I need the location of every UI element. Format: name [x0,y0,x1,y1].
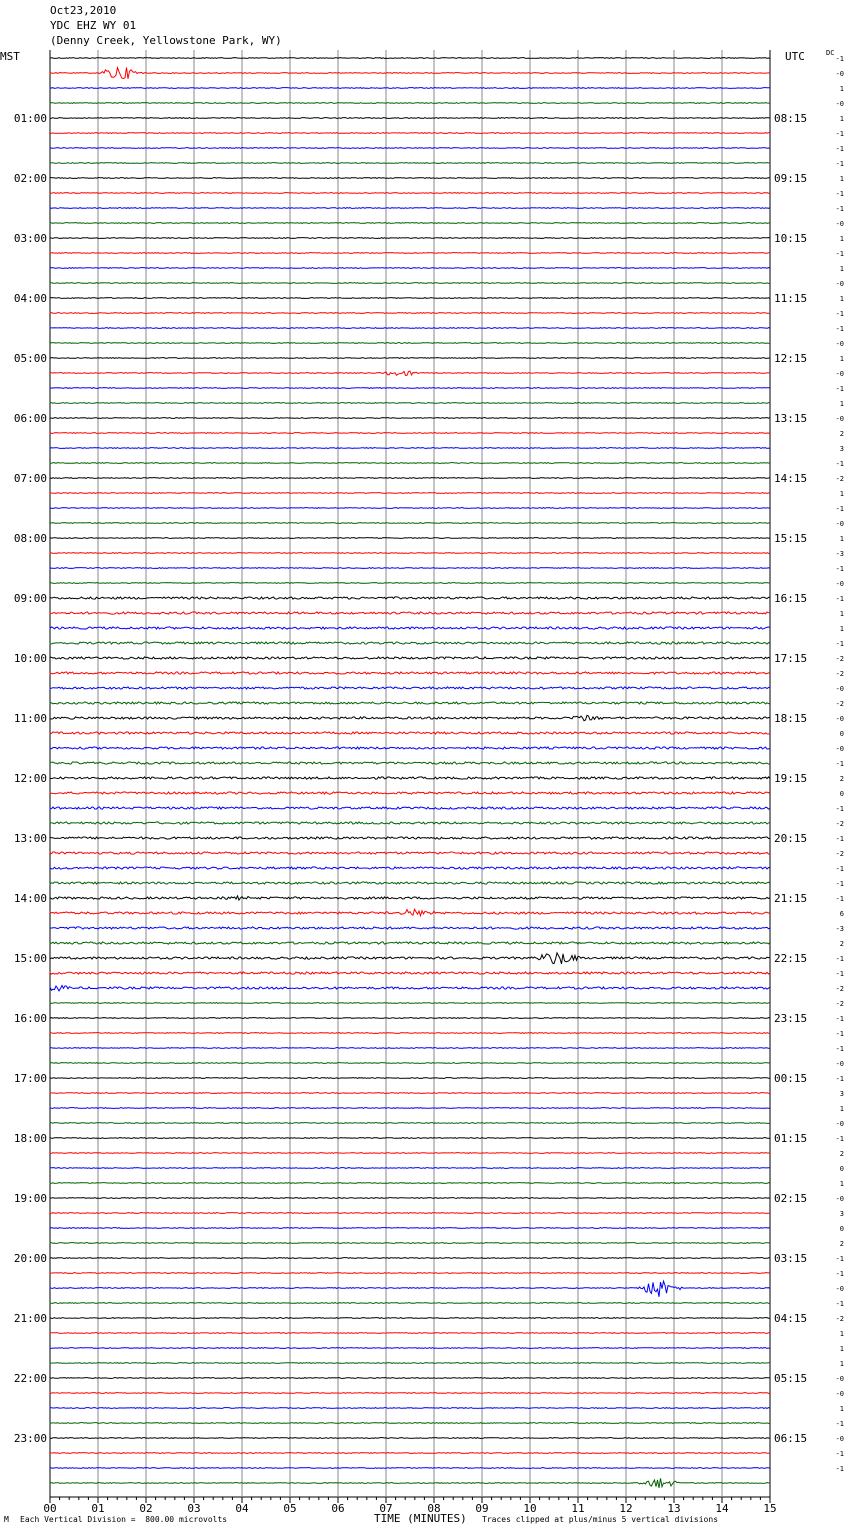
hour-label-left: 09:00 [13,592,47,605]
dc-offset-value: -0 [835,280,844,288]
dc-offset-value: -0 [835,100,844,108]
seismic-trace [50,1318,770,1319]
dc-offset-value: 0 [839,1225,844,1233]
left-timezone-label: MST [0,50,20,63]
seismic-trace [50,657,770,659]
hour-label-right: 15:15 [774,532,808,545]
hour-label-left: 01:00 [13,112,47,125]
hour-label-right: 06:15 [774,1432,808,1445]
dc-offset-value: -1 [835,955,844,963]
seismic-trace [50,298,770,299]
seismic-trace [50,777,770,779]
dc-offset-value: 1 [839,1330,844,1338]
seismic-trace [50,1453,770,1454]
seismic-trace [50,208,770,209]
dc-offset-value: 3 [839,1210,844,1218]
vertical-division-note: Each Vertical Division = 800.00 microvolts [20,1515,228,1524]
dc-offset-value: 2 [839,1150,844,1158]
hour-label-right: 00:15 [774,1072,808,1085]
seismic-trace [50,148,770,149]
clipping-note: Traces clipped at plus/minus 5 vertical divisions [482,1515,719,1524]
x-tick-label: 10 [523,1502,537,1515]
dc-offset-value: 1 [839,625,844,633]
dc-offset-value: -0 [835,1120,844,1128]
dc-offset-value: 1 [839,1360,844,1368]
hour-label-right: 16:15 [774,592,808,605]
dc-offset-value: -1 [835,1270,844,1278]
hour-label-left: 15:00 [13,952,47,965]
seismic-trace [50,178,770,179]
seismic-trace [50,1408,770,1409]
hour-label-left: 17:00 [13,1072,47,1085]
seismic-trace [50,953,770,964]
dc-offset-value: 1 [839,295,844,303]
x-tick-label: 08 [427,1502,441,1515]
dc-offset-value: -0 [835,520,844,528]
dc-offset-value: -1 [835,460,844,468]
plot-date: Oct23,2010 [50,4,117,17]
dc-offset-value: -1 [835,1015,844,1023]
seismic-trace [50,1281,770,1297]
trace-group [50,58,770,1488]
dc-offset-value: -1 [835,865,844,873]
hour-label-right: 02:15 [774,1192,808,1205]
hour-label-left: 13:00 [13,832,47,845]
hour-label-right: 05:15 [774,1372,808,1385]
x-tick-label: 06 [331,1502,345,1515]
dc-offset-value: -0 [835,1195,844,1203]
dc-offset-value: -0 [835,220,844,228]
seismic-trace [50,1378,770,1379]
seismic-trace [50,433,770,434]
dc-offset-value: -1 [835,565,844,573]
x-tick-label: 15 [763,1502,777,1515]
seismic-trace [50,747,770,749]
seismic-trace [50,1478,770,1488]
dc-offset-value: -0 [835,1390,844,1398]
seismic-trace [50,583,770,584]
dc-offset-value: -1 [835,325,844,333]
dc-offset-value: 1 [839,235,844,243]
hour-label-right: 18:15 [774,712,808,725]
seismic-trace [50,448,770,449]
dc-offset-value: -1 [835,385,844,393]
seismic-trace [50,1168,770,1169]
dc-offset-value: 2 [839,940,844,948]
seismic-trace [50,1108,770,1109]
dc-offset-value: 3 [839,1090,844,1098]
dc-offset-value: -0 [835,580,844,588]
dc-offset-value: 2 [839,1240,844,1248]
x-tick-label: 11 [571,1502,585,1515]
seismic-trace [50,193,770,194]
seismic-trace [50,118,770,119]
dc-offset-value: -0 [835,1375,844,1383]
seismic-trace [50,313,770,314]
seismic-trace [50,597,770,599]
dc-offset-value: -1 [835,1135,844,1143]
seismic-trace [50,568,770,569]
dc-offset-value: -0 [835,1435,844,1443]
dc-offset-value: -1 [835,1255,844,1263]
seismic-trace [50,1258,770,1259]
dc-offset-value: 1 [839,490,844,498]
seismic-trace [50,508,770,509]
seismic-trace [50,388,770,389]
x-tick-label: 03 [187,1502,201,1515]
seismic-trace [50,523,770,524]
dc-offset-value: 1 [839,85,844,93]
label-group [14,55,844,1515]
seismic-trace [50,1273,770,1274]
dc-offset-value: 2 [839,775,844,783]
dc-offset-value: 6 [839,910,844,918]
seismic-trace [50,852,770,854]
dc-offset-value: -0 [835,1060,844,1068]
x-tick-label: 09 [475,1502,489,1515]
dc-offset-value: -0 [835,70,844,78]
seismic-trace [50,715,770,720]
seismic-trace [50,882,770,884]
hour-label-left: 12:00 [13,772,47,785]
seismic-trace [50,1438,770,1439]
dc-offset-value: -2 [835,670,844,678]
dc-offset-value: -1 [835,145,844,153]
dc-offset-value: -3 [835,550,844,558]
seismic-trace [50,1048,770,1049]
dc-offset-value: -1 [835,190,844,198]
seismic-trace [50,58,770,59]
dc-offset-value: -1 [835,1075,844,1083]
hour-label-right: 17:15 [774,652,808,665]
dc-offset-value: -0 [835,370,844,378]
seismic-trace [50,1033,770,1034]
dc-offset-value: -1 [835,595,844,603]
dc-offset-value: -1 [835,1300,844,1308]
dc-offset-value: -3 [835,925,844,933]
seismic-trace [50,1243,770,1244]
dc-offset-value: 2 [839,430,844,438]
dc-offset-value: -1 [835,880,844,888]
station-location: (Denny Creek, Yellowstone Park, WY) [50,34,282,47]
seismic-trace [50,103,770,104]
dc-offset-value: -0 [835,745,844,753]
right-timezone-label: UTC [785,50,805,63]
dc-offset-value: 1 [839,175,844,183]
dc-offset-value: -1 [835,970,844,978]
seismic-trace [50,328,770,329]
x-tick-label: 14 [715,1502,729,1515]
seismic-trace [50,88,770,89]
hour-label-right: 03:15 [774,1252,808,1265]
dc-offset-value: -1 [835,1045,844,1053]
seismic-trace [50,762,770,764]
hour-label-right: 12:15 [774,352,808,365]
seismic-trace [50,909,770,916]
x-tick-label: 04 [235,1502,249,1515]
seismic-trace [50,1093,770,1094]
hour-label-right: 04:15 [774,1312,808,1325]
seismic-trace [50,1078,770,1079]
dc-offset-value: 1 [839,1180,844,1188]
dc-offset-value: -2 [835,820,844,828]
dc-offset-value: 0 [839,730,844,738]
dc-offset-value: -1 [835,1420,844,1428]
hour-label-right: 09:15 [774,172,808,185]
seismic-trace [50,1423,770,1424]
seismic-trace [50,133,770,134]
dc-offset-value: -1 [835,1465,844,1473]
hour-label-left: 18:00 [13,1132,47,1145]
hour-label-left: 02:00 [13,172,47,185]
dc-offset-value: -2 [835,700,844,708]
dc-offset-value: 1 [839,1105,844,1113]
seismic-trace [50,253,770,254]
seismic-trace [50,1303,770,1304]
dc-offset-value: 3 [839,445,844,453]
seismic-trace [50,553,770,554]
seismic-trace [50,1063,770,1064]
dc-offset-value: -2 [835,985,844,993]
dc-offset-value: -1 [835,1030,844,1038]
scale-marker: M [4,1515,9,1524]
dc-offset-value: -0 [835,715,844,723]
seismic-trace [50,371,770,375]
dc-offset-value: -2 [835,850,844,858]
hour-label-right: 11:15 [774,292,808,305]
seismic-trace [50,1348,770,1349]
dc-offset-value: -1 [835,130,844,138]
seismic-trace [50,612,770,614]
dc-offset-value: -1 [835,55,844,63]
seismic-trace [50,837,770,839]
x-tick-label: 00 [43,1502,57,1515]
hour-label-left: 06:00 [13,412,47,425]
seismic-trace [50,463,770,464]
hour-label-left: 20:00 [13,1252,47,1265]
dc-offset-value: 1 [839,535,844,543]
seismic-trace [50,792,770,794]
hour-label-left: 11:00 [13,712,47,725]
dc-offset-value: -1 [835,895,844,903]
dc-offset-value: 1 [839,355,844,363]
seismic-trace [50,627,770,629]
hour-label-left: 19:00 [13,1192,47,1205]
dc-offset-value: -1 [835,205,844,213]
seismic-trace [50,1198,770,1199]
dc-offset-value: -2 [835,1000,844,1008]
seismic-trace [50,1003,770,1004]
x-tick-label: 05 [283,1502,297,1515]
dc-offset-value: -0 [835,415,844,423]
seismic-trace [50,223,770,224]
seismic-trace [50,986,770,991]
dc-offset-value: -1 [835,805,844,813]
seismic-trace [50,163,770,164]
x-tick-label: 01 [91,1502,105,1515]
seismic-trace [50,283,770,284]
seismic-trace [50,822,770,824]
seismic-trace [50,1153,770,1154]
dc-offset-value: 1 [839,400,844,408]
hour-label-right: 08:15 [774,112,808,125]
seismic-trace [50,896,770,900]
seismic-trace [50,358,770,359]
seismic-trace [50,702,770,704]
dc-offset-value: -0 [835,340,844,348]
dc-offset-value: 1 [839,115,844,123]
hour-label-left: 07:00 [13,472,47,485]
seismic-trace [50,807,770,809]
seismic-trace [50,732,770,734]
seismic-trace [50,268,770,269]
dc-offset-value: 0 [839,790,844,798]
hour-label-left: 21:00 [13,1312,47,1325]
seismic-trace [50,238,770,239]
dc-offset-value: -1 [835,160,844,168]
dc-offset-value: 1 [839,1345,844,1353]
dc-offset-value: -1 [835,250,844,258]
seismic-trace [50,538,770,539]
hour-label-left: 03:00 [13,232,47,245]
dc-offset-header: DC [826,49,835,57]
seismic-trace [50,927,770,929]
seismic-trace [50,418,770,419]
hour-label-right: 10:15 [774,232,808,245]
dc-offset-value: -2 [835,1315,844,1323]
hour-label-right: 14:15 [774,472,808,485]
hour-label-right: 23:15 [774,1012,808,1025]
seismic-trace [50,1468,770,1469]
hour-label-left: 05:00 [13,352,47,365]
dc-offset-value: 1 [839,265,844,273]
x-axis-title: TIME (MINUTES) [374,1512,467,1525]
hour-label-right: 19:15 [774,772,808,785]
seismic-trace [50,1123,770,1124]
hour-label-left: 22:00 [13,1372,47,1385]
dc-offset-value: -1 [835,310,844,318]
seismic-trace [50,867,770,869]
hour-label-right: 20:15 [774,832,808,845]
seismic-trace [50,1018,770,1019]
seismic-trace [50,642,770,644]
seismic-trace [50,403,770,404]
dc-offset-value: -0 [835,685,844,693]
dc-offset-value: -1 [835,760,844,768]
hour-label-left: 04:00 [13,292,47,305]
seismic-trace [50,478,770,479]
hour-label-right: 22:15 [774,952,808,965]
seismic-trace [50,942,770,944]
seismic-trace [50,343,770,344]
x-tick-label: 12 [619,1502,633,1515]
seismic-trace [50,672,770,674]
x-tick-label: 07 [379,1502,393,1515]
seismic-trace [50,1363,770,1364]
hour-label-left: 16:00 [13,1012,47,1025]
dc-offset-value: -0 [835,1285,844,1293]
hour-label-right: 21:15 [774,892,808,905]
dc-offset-value: -2 [835,655,844,663]
hour-label-left: 08:00 [13,532,47,545]
seismic-trace [50,1213,770,1214]
dc-offset-value: -1 [835,505,844,513]
hour-label-left: 23:00 [13,1432,47,1445]
seismic-trace [50,1333,770,1334]
hour-label-left: 10:00 [13,652,47,665]
dc-offset-value: 0 [839,1165,844,1173]
x-tick-label: 02 [139,1502,153,1515]
seismic-trace [50,687,770,689]
dc-offset-value: -2 [835,475,844,483]
hour-label-right: 13:15 [774,412,808,425]
hour-label-left: 14:00 [13,892,47,905]
seismic-trace [50,493,770,494]
dc-offset-value: -1 [835,1450,844,1458]
seismic-trace [50,1393,770,1394]
dc-offset-value: 1 [839,1405,844,1413]
dc-offset-value: 1 [839,610,844,618]
station-code: YDC EHZ WY 01 [50,19,137,32]
seismic-trace [50,972,770,974]
hour-label-right: 01:15 [774,1132,808,1145]
seismic-trace [50,1138,770,1139]
dc-offset-value: -1 [835,835,844,843]
x-tick-label: 13 [667,1502,681,1515]
dc-offset-value: -1 [835,640,844,648]
seismic-trace [50,68,770,79]
seismic-trace [50,1183,770,1184]
seismic-trace [50,1228,770,1229]
